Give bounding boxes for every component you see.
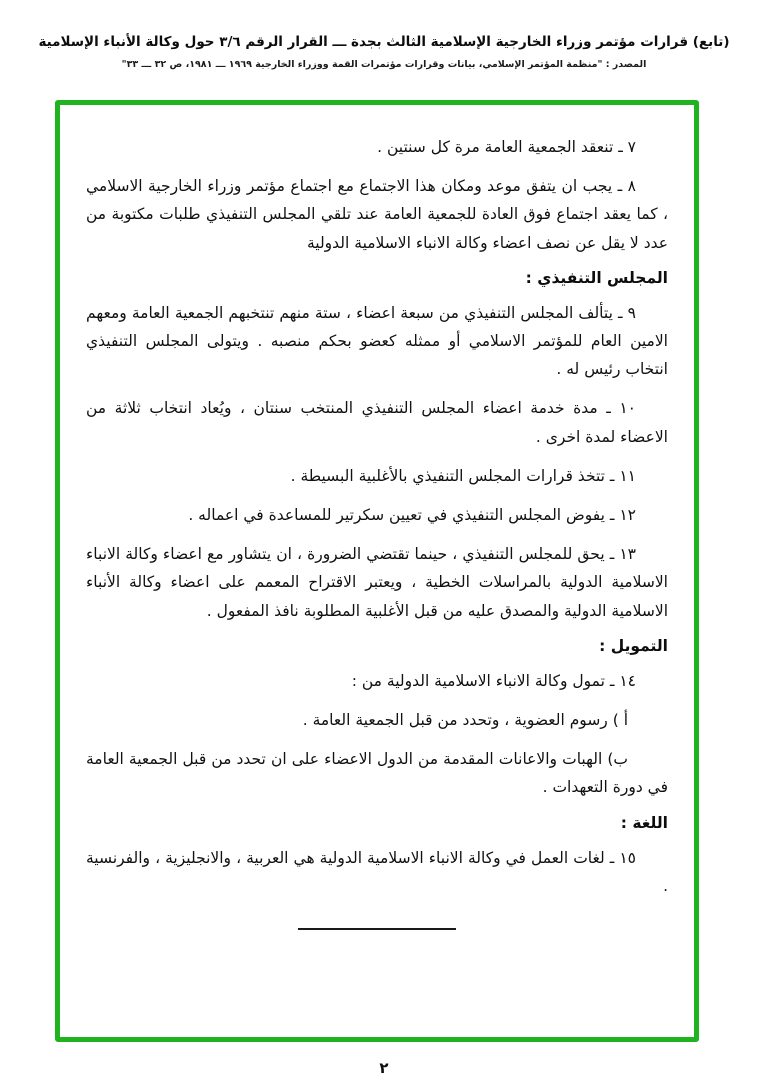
page-number: ٢ [379, 1059, 389, 1077]
clause-15: ١٥ ـ لغات العمل في وكالة الانباء الاسلامية الدولية هي العربية ، والانجليزية ، والفرنسية . [86, 848, 668, 895]
clause-14-b: ب) الهبات والاعانات المقدمة من الدول الاعضاء على ان تحدد من قبل الجمعية العامة في دورة التعهدات . [86, 750, 668, 797]
page-header [0, 34, 768, 70]
clause-12: ١٢ ـ يفوض المجلس التنفيذي في تعيين سكرتير للمساعدة في اعماله . [188, 506, 636, 525]
section-heading-language: اللغة : [620, 813, 668, 832]
clause-9: ٩ ـ يتألف المجلس التنفيذي من سبعة اعضاء ، ستة منهم تنتخبهم الجمعية العامة ومعهم الامين العام للمؤتمر الاسلامي أو ممثله كعضو بحكم منصبه . ويتولى المجلس التنفيذي انتخاب رئيس له . [86, 303, 668, 379]
clause-10: ١٠ ـ مدة خدمة اعضاء المجلس التنفيذي المنتخب سنتان ، ويُعاد انتخاب ثلاثة من الاعضاء لمدة اخرى . [86, 399, 668, 446]
clause-7: ٧ ـ تنعقد الجمعية العامة مرة كل سنتين . [377, 138, 636, 156]
clause-14-a: أ ) رسوم العضوية ، وتحدد من قبل الجمعية العامة . [302, 711, 628, 730]
end-divider [298, 928, 456, 930]
page-footer [0, 1059, 768, 1077]
section-heading-funding: التمويل : [599, 636, 668, 655]
clause-11: ١١ ـ تتخذ قرارات المجلس التنفيذي بالأغلبية البسيطة . [290, 466, 636, 485]
clause-8: ٨ ـ يجب ان يتفق موعد ومكان هذا الاجتماع مع اجتماع مؤتمر وزراء الخارجية الاسلامي ، كما يعقد اجتماع فوق العادة للجمعية العامة عند تلقي المجلس التنفيذي طلبات مكتوبة من عدد لا يقل عن نصف اعضاء وكالة الانباء الاسلامية الدولية [86, 177, 668, 252]
header-title: (تابع) قرارات مؤتمر وزراء الخارجية الإسلامية الثالث بجدة ـــ القرار الرقم ٣/٦ حول وكالة الأنباء الإسلامية [38, 34, 730, 50]
clause-13: ١٣ ـ يحق للمجلس التنفيذي ، حينما تقتضي الضرورة ، ان يتشاور مع اعضاء وكالة الانباء الاسلامية الدولية بالمراسلات الخطية ، ويعتبر الاقتراح المعمم على اعضاء وكالة الأنباء الاسلامية الدولية والمصدق عليه من قبل الأغلبية المطلوبة نافذ المفعول . [86, 545, 668, 620]
content-box [55, 100, 699, 1042]
clause-14: ١٤ ـ تمول وكالة الانباء الاسلامية الدولية من : [351, 671, 636, 690]
section-heading-executive-council: المجلس التنفيذي : [525, 268, 668, 287]
header-source-line: المصدر : "منظمة المؤتمر الإسلامي، بيانات وقرارات مؤتمرات القمة ووزراء الخارجية ١٩٦٩ ـــ ١٩٨١، ص ٣٢ ـــ ٣٣" [121, 59, 647, 70]
